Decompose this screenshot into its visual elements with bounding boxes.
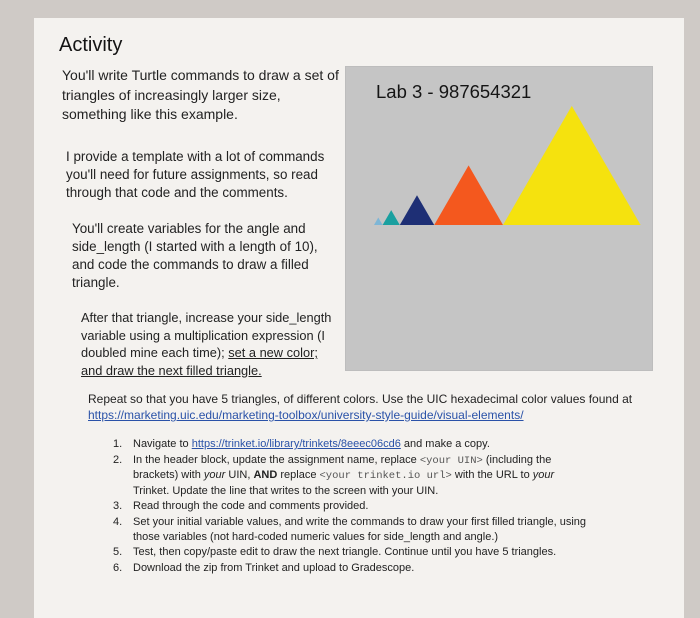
repeat-text: Repeat so that you have 5 triangles, of different colors. Use the UIC hexadecimal color values found at (88, 392, 633, 406)
step-text: Trinket. Update the line that writes to the screen with your UIN. (133, 484, 439, 497)
step-number: 4. (113, 515, 123, 528)
triangle-4 (434, 165, 503, 225)
triangle-1 (374, 218, 383, 225)
step-text: Set your initial variable values, and write the commands to draw your first filled triangle, using those variables (not hard-coded numeric values for side_length and angle.) (133, 515, 587, 543)
step-text: and make a copy. (403, 438, 490, 450)
step-emphasis: your (203, 469, 226, 482)
step-text: replace (280, 469, 317, 482)
triangle-2 (383, 210, 400, 225)
list-item (113, 515, 593, 544)
step-text: Download the zip from Trinket and upload to Gradescope. (133, 561, 415, 574)
step-number: 5. (113, 546, 123, 559)
trinket-link[interactable]: https://trinket.io/library/trinkets/8eeec06cd6 (191, 438, 401, 450)
variables-paragraph: You'll create variables for the angle and side_length (I started with a length of 10), and code the commands to draw a filled triangle. (72, 221, 318, 290)
step-strong: AND (253, 469, 278, 482)
step-number: 1. (113, 438, 123, 450)
step-number: 6. (113, 561, 123, 574)
step-text: with the URL to (454, 469, 530, 482)
step-emphasis: your (532, 469, 555, 482)
after-paragraph (81, 309, 341, 379)
steps-list (113, 437, 593, 576)
list-item (113, 561, 593, 576)
step-number: 3. (113, 500, 123, 513)
triangles-drawing (346, 67, 652, 370)
list-item (113, 437, 593, 452)
page-title: Activity (59, 34, 123, 56)
step-text: Read through the code and comments provided. (133, 500, 369, 513)
step-text: (including the brackets) with (133, 453, 552, 482)
list-item (113, 499, 593, 514)
after-color-text: set a new color; (228, 345, 318, 360)
repeat-paragraph (88, 391, 648, 423)
step-text: In the header block, update the assignment name, replace (133, 453, 417, 466)
triangle-3 (400, 195, 434, 225)
step-text: UIN, (228, 469, 251, 482)
triangle-5 (503, 106, 641, 225)
step-text: Test, then copy/paste edit to draw the next triangle. Continue until you have 5 triangles. (133, 546, 557, 559)
intro-paragraph: You'll write Turtle commands to draw a set of triangles of increasingly larger size, something like this example. (62, 67, 339, 122)
template-paragraph: I provide a template with a lot of commands you'll need for future assignments, so read through that code and the comments. (66, 149, 325, 200)
example-output-panel (345, 66, 653, 371)
list-item (113, 453, 593, 499)
example-title: Lab 3 - 987654321 (376, 81, 532, 102)
after-text: After that triangle, increase your side_length variable using a multiplication expression (I doubled mine each time); (81, 310, 332, 360)
step-number: 2. (113, 453, 123, 466)
uic-colors-link[interactable]: https://marketing.uic.edu/marketing-toolbox/university-style-guide/visual-elements/ (88, 408, 524, 422)
code-trinket-url: <your trinket.io url> (319, 470, 452, 483)
code-uin: <your UIN> (419, 454, 483, 467)
step-text: Navigate to (133, 438, 189, 450)
list-item (113, 545, 593, 560)
after-draw-text: and draw the next filled triangle. (81, 362, 262, 378)
